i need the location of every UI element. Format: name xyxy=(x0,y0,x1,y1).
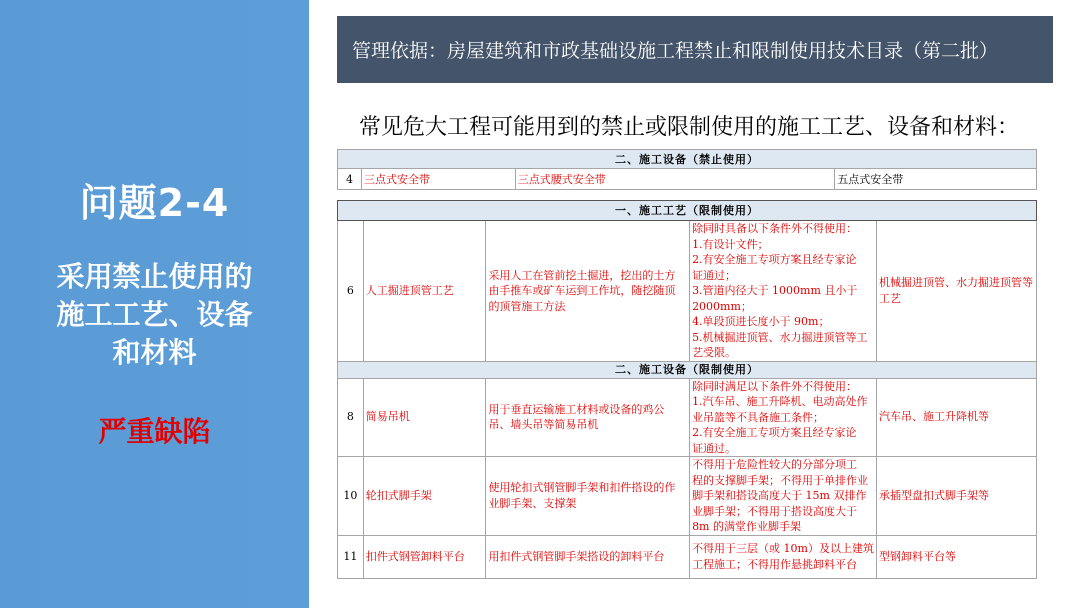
section-header: 二、施工设备（限制使用） xyxy=(338,361,1037,378)
text-line: 业脚手架、支撑架 xyxy=(488,496,577,510)
text-line: 不得用于危险性较大的分部分项工 xyxy=(692,458,858,471)
section-header: 一、施工工艺（限制使用） xyxy=(338,201,1037,221)
text-line: 证通过。 xyxy=(692,441,737,455)
text-line: 的顶管施工方法 xyxy=(488,299,566,313)
issue-subtitle xyxy=(0,258,309,372)
prohibited-equipment-table xyxy=(337,149,1037,190)
text-line: 8m 的满堂作业脚手架 xyxy=(692,520,801,533)
text-line: 脚手架和搭设高度大于 15m 双排作 xyxy=(692,489,867,502)
row-number: 8 xyxy=(338,378,364,457)
usage-conditions xyxy=(690,457,877,536)
alternative: 型钢卸料平台等 xyxy=(877,535,1037,578)
issue-title: 问题2-4 xyxy=(79,181,230,225)
text-line: 2.有安全施工专项方案且经专家论 xyxy=(692,253,857,266)
usage-conditions xyxy=(690,378,877,457)
row-number: 4 xyxy=(338,169,362,190)
item-description: 三点式腰式安全带 xyxy=(515,169,835,190)
text-line: 4.单段顶进长度小于 90m； xyxy=(692,315,830,328)
text-line: 除同时具备以下条件外不得使用： xyxy=(692,222,858,235)
text-line: 业吊篮等不具备施工条件； xyxy=(692,410,825,424)
item-name: 三点式安全带 xyxy=(361,169,515,190)
text-line: 机械掘进顶管、水力掘进顶管等 xyxy=(879,276,1033,290)
severity-label: 严重缺陷 xyxy=(98,415,211,448)
alternative: 汽车吊、施工升降机等 xyxy=(877,378,1037,457)
text-line: 艺受限。 xyxy=(692,346,737,359)
basis-banner xyxy=(337,16,1053,83)
item-description xyxy=(486,457,690,536)
page-heading: 常见危大工程可能用到的禁止或限制使用的施工工艺、设备和材料： xyxy=(359,115,1020,140)
item-name: 人工掘进顶管工艺 xyxy=(363,221,486,362)
alternative: 承插型盘扣式脚手架等 xyxy=(877,457,1037,536)
issue-subtitle-line: 和材料 xyxy=(112,336,197,369)
text-line: 除同时满足以下条件外不得使用： xyxy=(692,379,858,393)
alternative xyxy=(877,221,1037,362)
text-line: 业脚手架；不得用于搭设高度大于 xyxy=(692,504,858,518)
item-name: 简易吊机 xyxy=(363,378,486,457)
row-number: 10 xyxy=(338,457,364,536)
text-line: 使用轮扣式钢管脚手架和扣件搭设的作 xyxy=(488,481,676,495)
text-line: 证通过； xyxy=(692,268,737,282)
issue-subtitle-line: 施工工艺、设备 xyxy=(56,298,253,331)
item-description xyxy=(486,378,690,457)
usage-conditions xyxy=(690,221,877,362)
basis-text: 管理依据：房屋建筑和市政基础设施工程禁止和限制使用技术目录（第二批） xyxy=(352,40,999,62)
text-line: 不得用于三层（或 10m）及以上建筑 xyxy=(692,542,874,555)
text-line: 2000mm； xyxy=(692,299,752,313)
text-line: 工程施工；不得用作悬挑卸料平台 xyxy=(692,557,858,571)
issue-subtitle-line: 采用禁止使用的 xyxy=(56,260,253,293)
text-line: 采用人工在管前挖土掘进，挖出的土方 xyxy=(488,268,676,282)
text-line: 由手推车或矿车运到工作坑，随挖随顶 xyxy=(488,284,676,297)
text-line: 2.有安全施工专项方案且经专家论 xyxy=(692,426,857,439)
text-line: 5.机械掘进顶管、水力掘进顶管等工 xyxy=(692,330,868,344)
text-line: 1.汽车吊、施工升降机、电动高处作 xyxy=(692,395,868,408)
sidebar-panel xyxy=(0,0,309,608)
text-line: 工艺 xyxy=(879,291,901,305)
item-name: 扣件式钢管卸料平台 xyxy=(363,535,486,578)
row-number: 6 xyxy=(338,221,364,362)
section-header: 二、施工设备（禁止使用） xyxy=(338,150,1037,169)
item-description: 用扣件式钢管脚手架搭设的卸料平台 xyxy=(486,535,690,578)
text-line: 程的支撑脚手架；不得用于单排作业 xyxy=(692,473,869,487)
text-line: 用于垂直运输施工材料或设备的鸡公 xyxy=(488,402,665,416)
alternative: 五点式安全带 xyxy=(835,169,1037,190)
usage-conditions xyxy=(690,535,877,578)
item-name: 轮扣式脚手架 xyxy=(363,457,486,536)
restricted-table xyxy=(337,200,1037,579)
text-line: 吊、墙头吊等简易吊机 xyxy=(488,418,599,432)
text-line: 1.有设计文件； xyxy=(692,237,769,251)
item-description xyxy=(486,221,690,362)
row-number: 11 xyxy=(338,535,364,578)
text-line: 3.管道内径大于 1000mm 且小于 xyxy=(692,284,858,297)
